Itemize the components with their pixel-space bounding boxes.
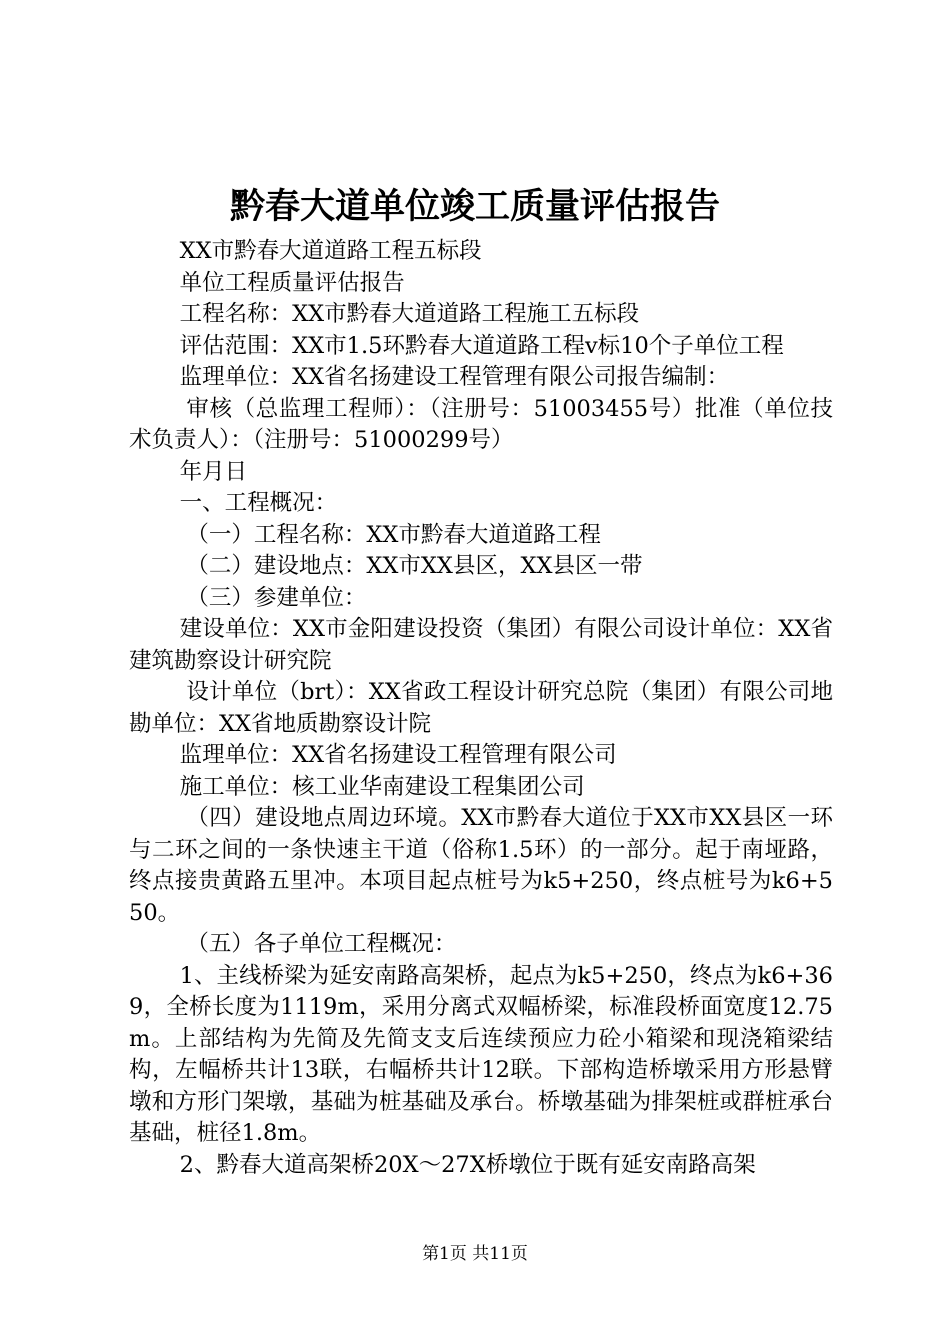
document-body xyxy=(129,236,833,1181)
paragraph-report-name: 单位工程质量评估报告 xyxy=(179,269,405,296)
paragraph-supervision-unit: 监理单位：XX省名扬建设工程管理有限公司报告编制： xyxy=(179,364,730,390)
heading-project-overview: 一、工程概况： xyxy=(179,490,338,516)
paragraph-date: 年月日 xyxy=(179,458,248,485)
paragraph-participants: （三）参建单位： xyxy=(186,584,367,611)
document-title: 黔春大道单位竣工质量评估报告 xyxy=(229,186,720,227)
paragraph-contractor: 施工单位：核工业华南建设工程集团公司 xyxy=(179,773,585,800)
paragraph-design-unit: 设计单位（brt）：XX省政工程设计研究总院（集团）有限公司地勘单位：XX省地质勘察设计院 xyxy=(129,679,833,737)
paragraph-review-approval: 审核（总监理工程师）：（注册号：51003455号）批准（单位技术负责人）：（注册号：51000299号） xyxy=(129,395,833,453)
paragraph-evaluation-scope: 评估范围：XX市1.5环黔春大道道路工程v标10个子单位工程 xyxy=(179,332,784,359)
paragraph-project-section: XX市黔春大道道路工程五标段 xyxy=(179,238,482,264)
paragraph-project-name-detail: （一）工程名称：XX市黔春大道道路工程 xyxy=(186,521,601,548)
paragraph-viaduct-piers: 2、黔春大道高架桥20X～27X桥墩位于既有延安南路高架 xyxy=(179,1151,756,1178)
paragraph-construction-unit: 建设单位：XX市金阳建设投资（集团）有限公司设计单位：XX省建筑勘察设计研究院 xyxy=(129,616,833,674)
paragraph-project-name: 工程名称：XX市黔春大道道路工程施工五标段 xyxy=(179,301,640,327)
paragraph-supervision-company: 监理单位：XX省名扬建设工程管理有限公司 xyxy=(179,742,617,768)
page-footer: 第1页 共11页 xyxy=(422,1244,528,1264)
paragraph-construction-location: （二）建设地点：XX市XX县区，XX县区一带 xyxy=(186,553,643,579)
paragraph-subunits-heading: （五）各子单位工程概况： xyxy=(186,931,457,957)
paragraph-main-bridge: 1、主线桥梁为延安南路高架桥，起点为k5+250，终点为k6+369，全桥长度为1119m，采用分离式双幅桥梁，标准段桥面宽度12.75m。上部结构为先简及先简支支后连续预应力砼小箱梁和现浇箱梁结构，左幅桥共计13联，右幅桥共计12联。下部构造桥墩采用方形悬臂墩和方形门架墩，基础为桩基础及承台。桥墩基础为排架桩或群桩承台基础，桩径1.8m。 xyxy=(129,962,833,1146)
paragraph-surroundings: （四）建设地点周边环境。XX市黔春大道位于XX市XX县区一环与二环之间的一条快速主干道（俗称1.5环）的一部分。起于南垭路，终点接贵黄路五里冲。本项目起点桩号为k5+250，终点桩号为k6+550。 xyxy=(129,805,833,926)
